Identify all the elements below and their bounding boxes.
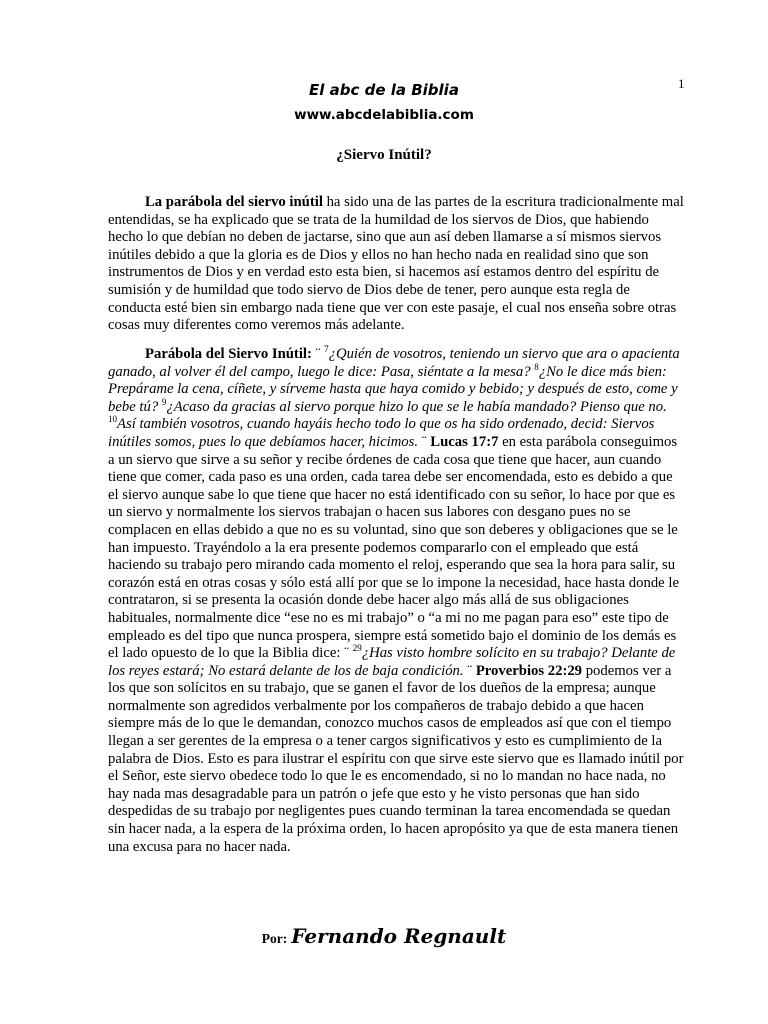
reference-luke: Lucas 17:7: [430, 433, 499, 450]
parable-body-1: en esta parábola conseguimos a un siervo que sirve a su señor y recibe órdenes de cada cosa que tiene que hacer, aun cuando tiene que comer, cada paso es una orden, cada tarea debe ser encomendada, esto es debido a que el siervo aunque sabe lo que tiene que hacer no está identificado con su señor, lo hace por que es un siervo y normalmente los siervos trabajan o hacen sus labores con desgano pues no se complacen en ellas debido a que no es su voluntad, sino que son deberes y obligaciones que se le han impuesto. Trayéndolo a la era presente podemos compararlo con el empleado que está haciendo su trabajo pero mirando cada momento el reloj, esperando que sea la hora para salir, su corazón está en otras cosas y sólo está allí por que se lo impone la necesidad, hace hasta donde le contrataron, si se presenta la ocasión donde debe hacer algo más allá de sus obligaciones habituales, normalmente dice “ese no es mi trabajo” o “a mi no me pagan para eso” este tipo de empleado es del tipo que nunca prospera, siempre está sometido bajo el dominio de los demás es el lado opuesto de lo que la Biblia dice:: [108, 433, 679, 662]
parable-body-2: podemos ver a los que son solícitos en su trabajo, que se ganen el favor de los dueños de la empresa; aunque normalmente son agredidos verbalmente por los compañeros de trabajo debido a que hacen siempre más de lo que le demandan, conozco muchos casos de empleados así que con el tiempo llegan a ser gerentes de la empresa o a tener cargos significativos y esto es cumplimiento de la palabra de Dios. Esto es para ilustrar el espíritu con que sirve este siervo que es llamado inútil por el Señor, este siervo obedece todo lo que le es encomendado, si no lo mandan no hace nada, no hay nada mas desagradable para un patrón o jefe que esto y he visto personas que han sido despedidas de su trabajo por negligentes pues cuando terminan la tarea encomendada se quedan sin hacer nada, a la espera de la próxima orden, lo hacen apropósito ya que de esta manera tienen una excusa para no hacer nada.: [108, 662, 684, 855]
verse-7-text: ¿Quién de vosotros, teniendo un siervo que ara o apacienta ganado, al volver él del campo, luego le dice: Pasa, siéntate a la mesa?: [108, 346, 680, 380]
verse-29-text: ¿Has visto hombre solícito en su trabajo? Delante de los reyes estará; No estará delante de los de baja condición.: [108, 645, 676, 679]
paragraph-intro: [108, 194, 684, 335]
quote-open-mark: ¨: [315, 346, 325, 362]
intro-body: ha sido una de las partes de la escritura tradicionalmente mal entendidas, se ha explicado que se trata de la humildad de los siervos de Dios, que habiendo hecho lo que debían no deben de jactarse, sino que aun así deben llamarse a sí mismos siervos inútiles debido a que la gloria es de Dios y ellos no han hecho nada en realidad sino que son instrumentos de Dios y en verdad esto esta bien, si hacemos así estamos dentro del espíritu de sumisión y de humildad que todo siervo de Dios debe de tener, pero aunque esta regla de conducta esté bien sin embargo nada tiene que ver con este pasaje, el cual nos enseña sobre otras cosas muy diferentes como veremos más adelante.: [108, 194, 684, 334]
article-title: ¿Siervo Inútil?: [336, 147, 432, 163]
author-name: Fernando Regnault: [291, 924, 507, 948]
signature: [0, 924, 768, 948]
verse-8-text: ¿No le dice más bien: Prepárame la cena, cíñete, y sírveme hasta que haya comido y bebido; y después de esto, come y bebe tú?: [108, 363, 678, 415]
page-number: 1: [678, 76, 685, 91]
verse-9-text: ¿Acaso da gracias al siervo porque hizo lo que se le había mandado? Pienso que no.: [166, 398, 667, 415]
site-url: www.abcdelabiblia.com: [294, 107, 474, 123]
verse-number-8: 8: [534, 361, 539, 372]
paragraph-parable: [108, 346, 684, 856]
signature-label: Por:: [261, 931, 288, 946]
quote2-close-mark: ¨: [463, 662, 476, 679]
reference-proverbs: Proverbios 22:29: [475, 662, 583, 679]
site-title: El abc de la Biblia: [309, 81, 459, 99]
parable-lead: Parábola del Siervo Inútil:: [145, 346, 316, 362]
quote-close-mark: ¨: [418, 433, 431, 450]
verse-number-10: 10: [108, 414, 117, 425]
verse-number-29: 29: [352, 643, 362, 654]
verse-10-text: Así también vosotros, cuando hayáis hecho todo lo que os ha sido ordenado, decid: Siervos inútiles somos, pues lo que debíamos hacer, hicimos.: [108, 416, 655, 450]
verse-number-7: 7: [324, 344, 329, 354]
quote2-open-mark: ¨: [344, 645, 353, 662]
intro-lead: La parábola del siervo inútil: [145, 194, 323, 210]
verse-number-9: 9: [161, 396, 167, 407]
